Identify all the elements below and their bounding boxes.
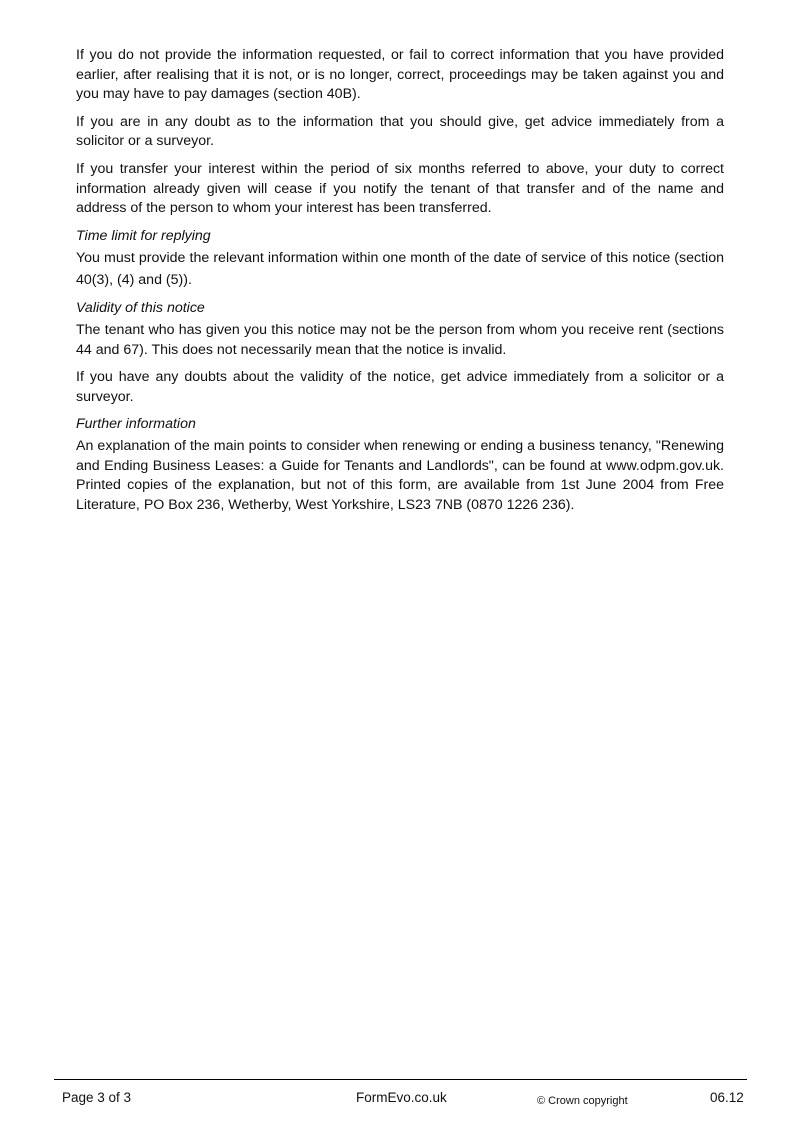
paragraph-further-information: An explanation of the main points to consider when renewing or ending a business tenancy, "Renewing and Ending Business Leases: a Guide for Tenants and Landlords", can be found at www.odpm.gov.uk. Printed copies of the explanation, but not of this form, are available from 1st June 2004 from Free Literature, PO Box 236, Wetherby, West Yorkshire, LS23 7NB (0870 1226 236).	[76, 437, 724, 513]
paragraph-failure-to-provide: If you do not provide the information requested, or fail to correct information that you have provided earlier, after realising that it is not, or is no longer, correct, proceedings may be taken against you and you may have to pay damages (section 40B).	[76, 47, 724, 103]
footer-version: 06.12	[710, 1090, 744, 1105]
footer-site-name: FormEvo.co.uk	[356, 1090, 447, 1105]
heading-time-limit: Time limit for replying	[76, 227, 211, 244]
footer-page-number: Page 3 of 3	[62, 1090, 132, 1105]
footer-copyright: © Crown copyright	[537, 1095, 628, 1107]
paragraph-validity: The tenant who has given you this notice may not be the person from whom you receive rent (sections 44 and 67). This does not necessarily mean that the notice is invalid.	[76, 321, 724, 358]
paragraph-validity-advice: If you have any doubts about the validity of the notice, get advice immediately from a solicitor or a surveyor.	[76, 369, 724, 405]
document-body	[76, 46, 724, 523]
footer-divider	[54, 1079, 747, 1080]
paragraph-advice: If you are in any doubt as to the information that you should give, get advice immediately from a solicitor or a surveyor.	[76, 113, 724, 150]
heading-further-information: Further information	[76, 416, 196, 433]
paragraph-time-limit: You must provide the relevant information within one month of the date of service of this notice (section 40(3), (4) and (5)).	[76, 250, 724, 288]
paragraph-transfer-interest: If you transfer your interest within the period of six months referred to above, your duty to correct information already given will cease if you notify the tenant of that transfer and of the name and address of the person to whom your interest has been transferred.	[76, 160, 724, 217]
heading-validity: Validity of this notice	[76, 300, 205, 317]
